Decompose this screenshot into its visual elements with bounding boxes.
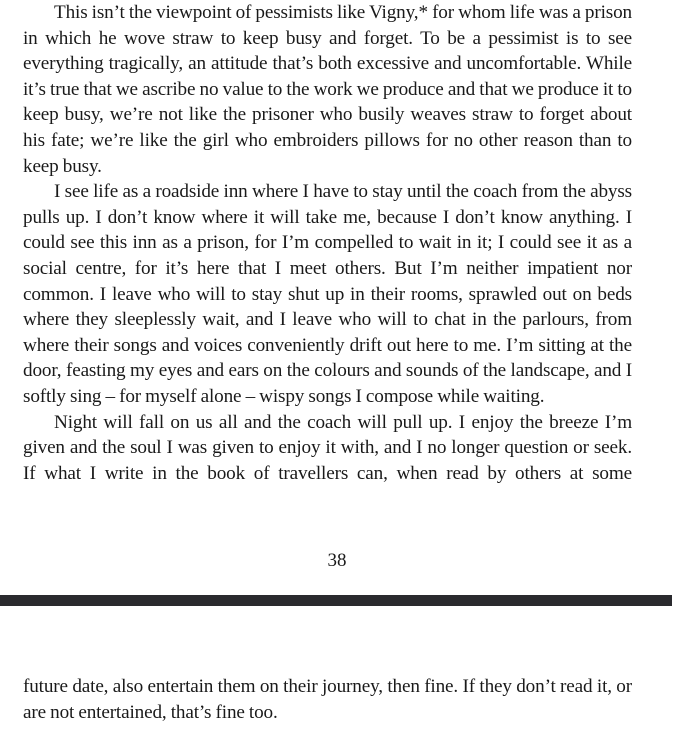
paragraph-pessimists: This isn’t the viewpoint of pessimists like Vigny,* for whom life was a prison in which he wove straw to keep busy and forget. To be a pessimist is to see everything tragically, an attitude that’s both excessive and uncomfortable. While it’s true that we ascribe no value to the work we produce and that we produce it to keep busy, we’re not like the prisoner who busily weaves straw to forget about his fate; we’re like the girl who embroiders pillows for no other reason than to keep busy. bbox=[23, 2, 632, 177]
page-separator bbox=[0, 595, 672, 606]
paragraph-night-falls: Night will fall on us all and the coach will pull up. I enjoy the breeze I’m given and the soul I was given to enjoy it with, and I no longer question or seek. If what I write in the book of travellers can, when read by others at some bbox=[23, 411, 632, 484]
page-number: 38 bbox=[327, 550, 347, 571]
page-body-text bbox=[23, 0, 632, 486]
paragraph-roadside-inn: I see life as a roadside inn where I have to stay until the coach from the abyss pulls up. I don’t know where it will take me, because I don’t know anything. I could see this inn as a prison, for I’m compelled to wait in it; I could see it as a social centre, for it’s here that I meet others. But I’m neither impatient nor common. I leave who will to stay shut up in their rooms, sprawled out on beds where they sleeplessly wait, and I leave who will to chat in the parlours, from where their songs and voices conveniently drift out here to me. I’m sitting at the door, feasting my eyes and ears on the colours and sounds of the landscape, and I softly sing – for myself alone – wispy songs I compose while waiting. bbox=[23, 181, 632, 407]
next-page-body-text bbox=[23, 674, 632, 725]
paragraph-continuation: future date, also entertain them on their journey, then fine. If they don’t read it, or are not entertained, that’s fine too. bbox=[23, 676, 632, 723]
